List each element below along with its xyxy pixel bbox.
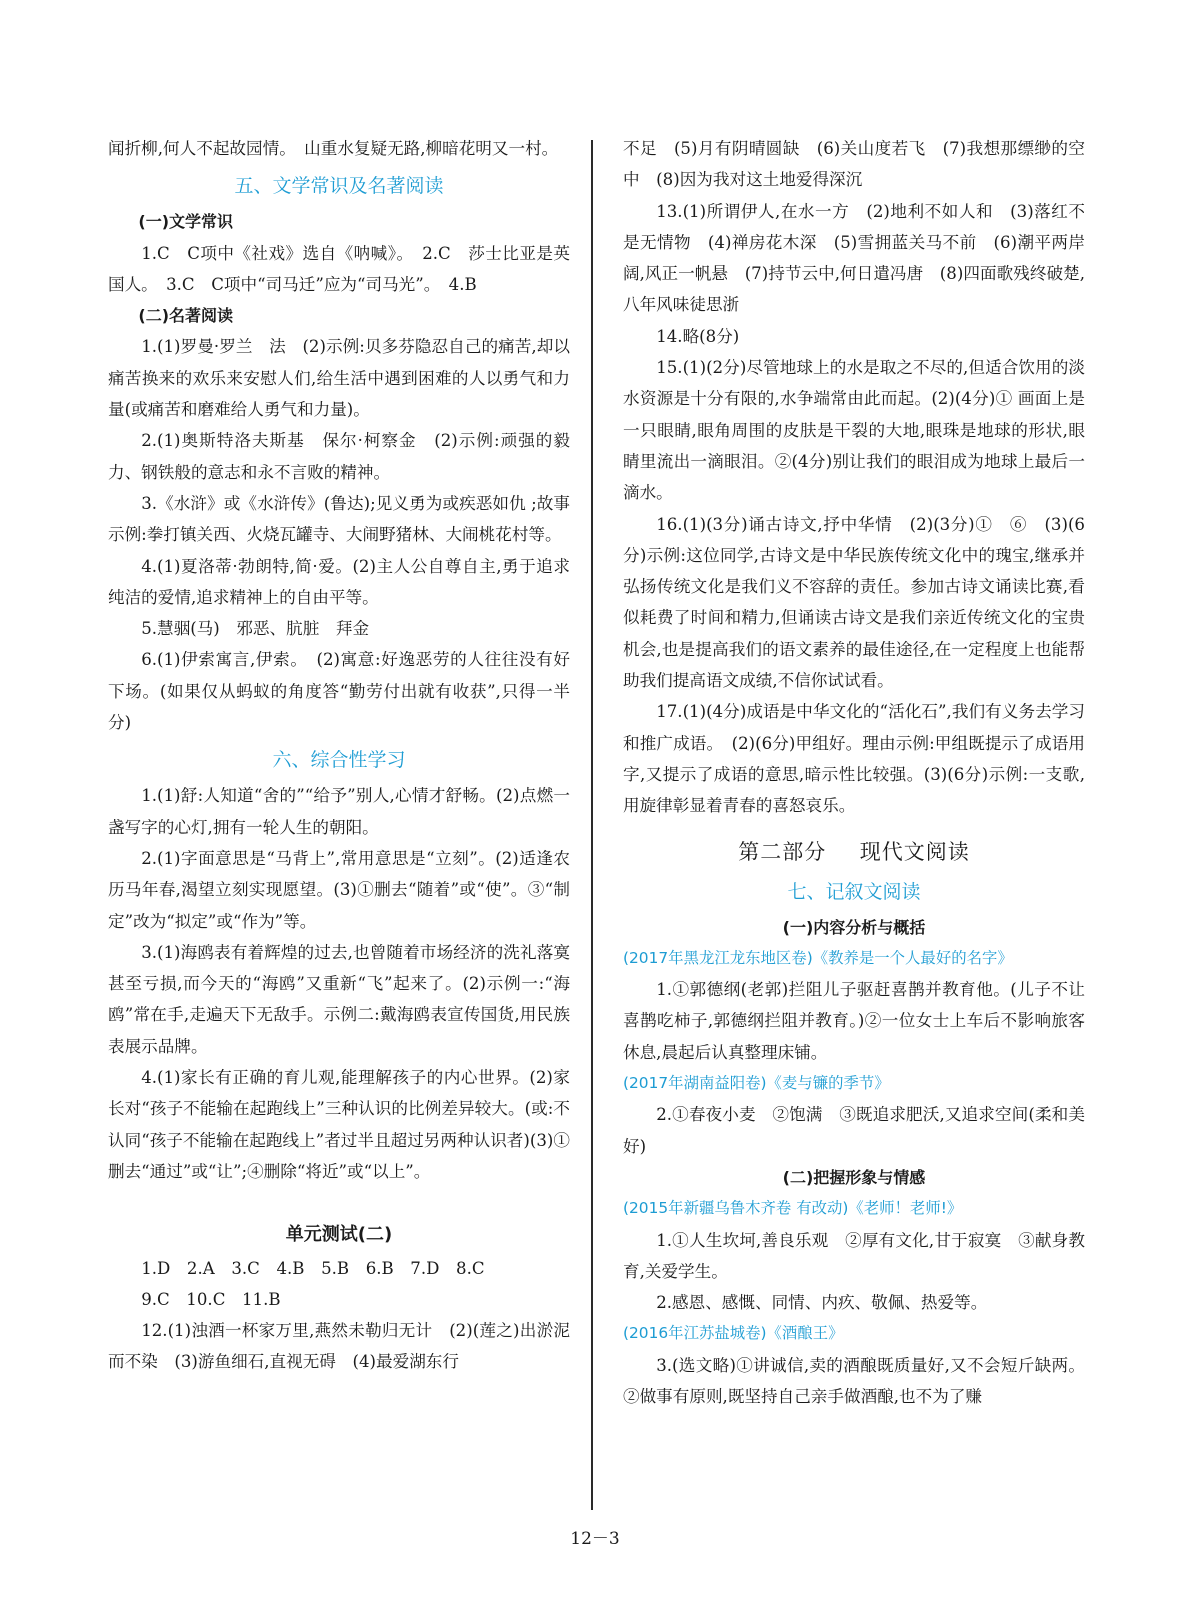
page-number: 12－3 — [570, 1529, 620, 1549]
answer-paragraph: 4.(1)家长有正确的育儿观,能理解孩子的内心世界。(2)家长对“孩子不能输在起跑线上”三种认识的比例差异较大。(或:不认同“孩子不能输在起跑线上”者过半且超过另两种认识者)(3)①删去“通过”或“让”;④删除“将近”或“以上”。 — [108, 1068, 570, 1181]
answer-paragraph: 1.①人生坎坷,善良乐观 ②厚有文化,甘于寂寞 ③献身教育,关爱学生。 — [623, 1230, 1085, 1281]
section-5-title: 五、文学常识及名著阅读 — [234, 175, 444, 198]
answer-paragraph: 1.(1)罗曼·罗兰 法 (2)示例:贝多芬隐忍自己的痛苦,却以痛苦换来的欢乐来安慰人们,给生活中遇到困难的人以勇气和力量(或痛苦和磨难给人勇气和力量)。 — [108, 337, 570, 420]
unit-test-title: 单元测试(二) — [285, 1224, 393, 1246]
intro-text: 闻折柳,何人不起故园情。 山重水复疑无路,柳暗花明又一村。 — [108, 139, 559, 158]
section-6-title: 六、综合性学习 — [272, 749, 406, 772]
answer-paragraph: 17.(1)(4分)成语是中华文化的“活化石”,我们有义务去学习和推广成语。 (2)(6分)甲组好。理由示例:甲组既提示了成语用字,又提示了成语的意思,暗示性比较强。(3)(6分)示例:一支歌,用旋律彰显着青春的喜怒哀乐。 — [623, 702, 1085, 816]
answer-paragraph: 2.(1)字面意思是“马背上”,常用意思是“立刻”。(2)适逢农历马年春,渴望立刻实现愿望。(3)①删去“随着”或“使”。③“制定”改为“拟定”或“作为”等。 — [108, 848, 570, 931]
answer-paragraph: 13.(1)所谓伊人,在水一方 (2)地利不如人和 (3)落红不是无情物 (4)禅房花木深 (5)雪拥蓝关马不前 (6)潮平两岸阔,风正一帆悬 (7)持节云中,何日遣冯唐 (8)四面歌残终破楚,八年风味徒思浙 — [623, 201, 1085, 315]
answer-paragraph: 6.(1)伊索寓言,伊索。 (2)寓意:好逸恶劳的人往往没有好下场。(如果仅从蚂蚁的角度答“勤劳付出就有收获”,只得一半分) — [108, 650, 570, 733]
source-citation: (2015年新疆乌鲁木齐卷 有改动)《老师！老师!》 — [623, 1199, 963, 1218]
column-divider — [591, 140, 593, 1510]
answer-paragraph: 3.(选文略)①讲诚信,卖的酒酿既质量好,又不会短斤缺两。②做事有原则,既坚持自己亲手做酒酿,也不为了赚 — [623, 1355, 1085, 1406]
part-2-name: 现代文阅读 — [859, 839, 970, 864]
answer-paragraph: 3.《水浒》或《水浒传》(鲁达);见义勇为或疾恶如仇 ;故事示例:拳打镇关西、火烧瓦罐寺、大闹野猪林、大闹桃花村等。 — [108, 493, 570, 545]
answer-paragraph: 15.(1)(2分)尽管地球上的水是取之不尽的,但适合饮用的淡水资源是十分有限的,水争端常由此而起。(2)(4分)① 画面上是一只眼睛,眼角周围的皮肤是干裂的大地,眼珠是地球的形状,眼睛里流出一滴眼泪。②(4分)别让我们的眼泪成为地球上最后一滴水。 — [623, 358, 1085, 503]
answer-paragraph: 1.C C项中《社戏》选自《呐喊》。 2.C 莎士比亚是英国人。 3.C C项中“司马迁”应为“司马光”。 4.B — [108, 243, 570, 294]
right-column — [623, 133, 1085, 1412]
answer-paragraph: 2.(1)奥斯特洛夫斯基 保尔·柯察金 (2)示例:顽强的毅力、钢铁般的意志和永不言败的精神。 — [108, 431, 570, 482]
left-column — [108, 133, 570, 1378]
subsection-literary-knowledge: (一)文学常识 — [138, 212, 234, 232]
part-2-heading — [623, 834, 1085, 870]
answer-paragraph: 1.(1)舒:人知道“舍的”“给予”别人,心情才舒畅。(2)点燃一盏写字的心灯,拥有一轮人生的朝阳。 — [108, 786, 570, 837]
part-2-label: 第二部分 — [738, 839, 827, 864]
answer-paragraph: 14.略(8分) — [656, 326, 740, 346]
answer-paragraph: 2.①春夜小麦 ②饱满 ③既追求肥沃,又追求空间(柔和美好) — [623, 1105, 1085, 1156]
answer-paragraph: 9.C 10.C 11.B — [141, 1289, 281, 1309]
section-7-title: 七、记叙文阅读 — [787, 880, 921, 903]
subsection-content-analysis: (一)内容分析与概括 — [782, 917, 926, 937]
answer-paragraph: 12.(1)浊酒一杯家万里,燕然未勒归无计 (2)(莲之)出淤泥而不染 (3)游鱼细石,直视无碍 (4)最爱湖东行 — [108, 1321, 570, 1372]
subsection-image-emotion: (二)把握形象与情感 — [782, 1167, 926, 1187]
answer-paragraph: 16.(1)(3分)诵古诗文,抒中华情 (2)(3分)① ⑥ (3)(6分)示例:这位同学,古诗文是中华民族传统文化中的瑰宝,继承并弘扬传统文化是我们义不容辞的责任。参加古诗文诵读比赛,看似耗费了时间和精力,但诵读古诗文是我们亲近传统文化的宝贵机会,也是提高我们的语文素养的最佳途径,在一定程度上也能帮助我们提高语文成绩,不信你试试看。 — [623, 514, 1085, 691]
answer-paragraph: 1.①郭德纲(老郭)拦阻儿子驱赶喜鹊并教育他。(儿子不让喜鹊吃柿子,郭德纲拦阻并教育。)②一位女士上车后不影响旅客休息,晨起后认真整理床铺。 — [623, 980, 1085, 1062]
answer-paragraph: 2.感恩、感慨、同情、内疚、敬佩、热爱等。 — [656, 1293, 988, 1313]
source-citation: (2016年江苏盐城卷)《酒酿王》 — [623, 1324, 844, 1343]
source-citation: (2017年黑龙江龙东地区卷)《教养是一个人最好的名字》 — [623, 948, 1013, 967]
answer-paragraph: 3.(1)海鸥表有着辉煌的过去,也曾随着市场经济的洗礼落寞甚至亏损,而今天的“海鸥”又重新“飞”起来了。(2)示例一:“海鸥”常在手,走遍天下无敌手。示例二:戴海鸥表宣传国货,用民族表展示品牌。 — [108, 942, 570, 1056]
answer-paragraph: 4.(1)夏洛蒂·勃朗特,简·爱。(2)主人公自尊自主,勇于追求纯洁的爱情,追求精神上的自由平等。 — [108, 556, 570, 607]
subsection-classic-reading: (二)名著阅读 — [138, 306, 234, 326]
source-citation: (2017年湖南益阳卷)《麦与镰的季节》 — [623, 1074, 890, 1093]
answer-paragraph: 5.慧骃(马) 邪恶、肮脏 拜金 — [141, 619, 370, 639]
answer-paragraph: 1.D 2.A 3.C 4.B 5.B 6.B 7.D 8.C — [141, 1258, 485, 1278]
continued-text: 不足 (5)月有阴晴圆缺 (6)关山度若飞 (7)我想那缥缈的空中 (8)因为我对这土地爱得深沉 — [623, 139, 1085, 190]
